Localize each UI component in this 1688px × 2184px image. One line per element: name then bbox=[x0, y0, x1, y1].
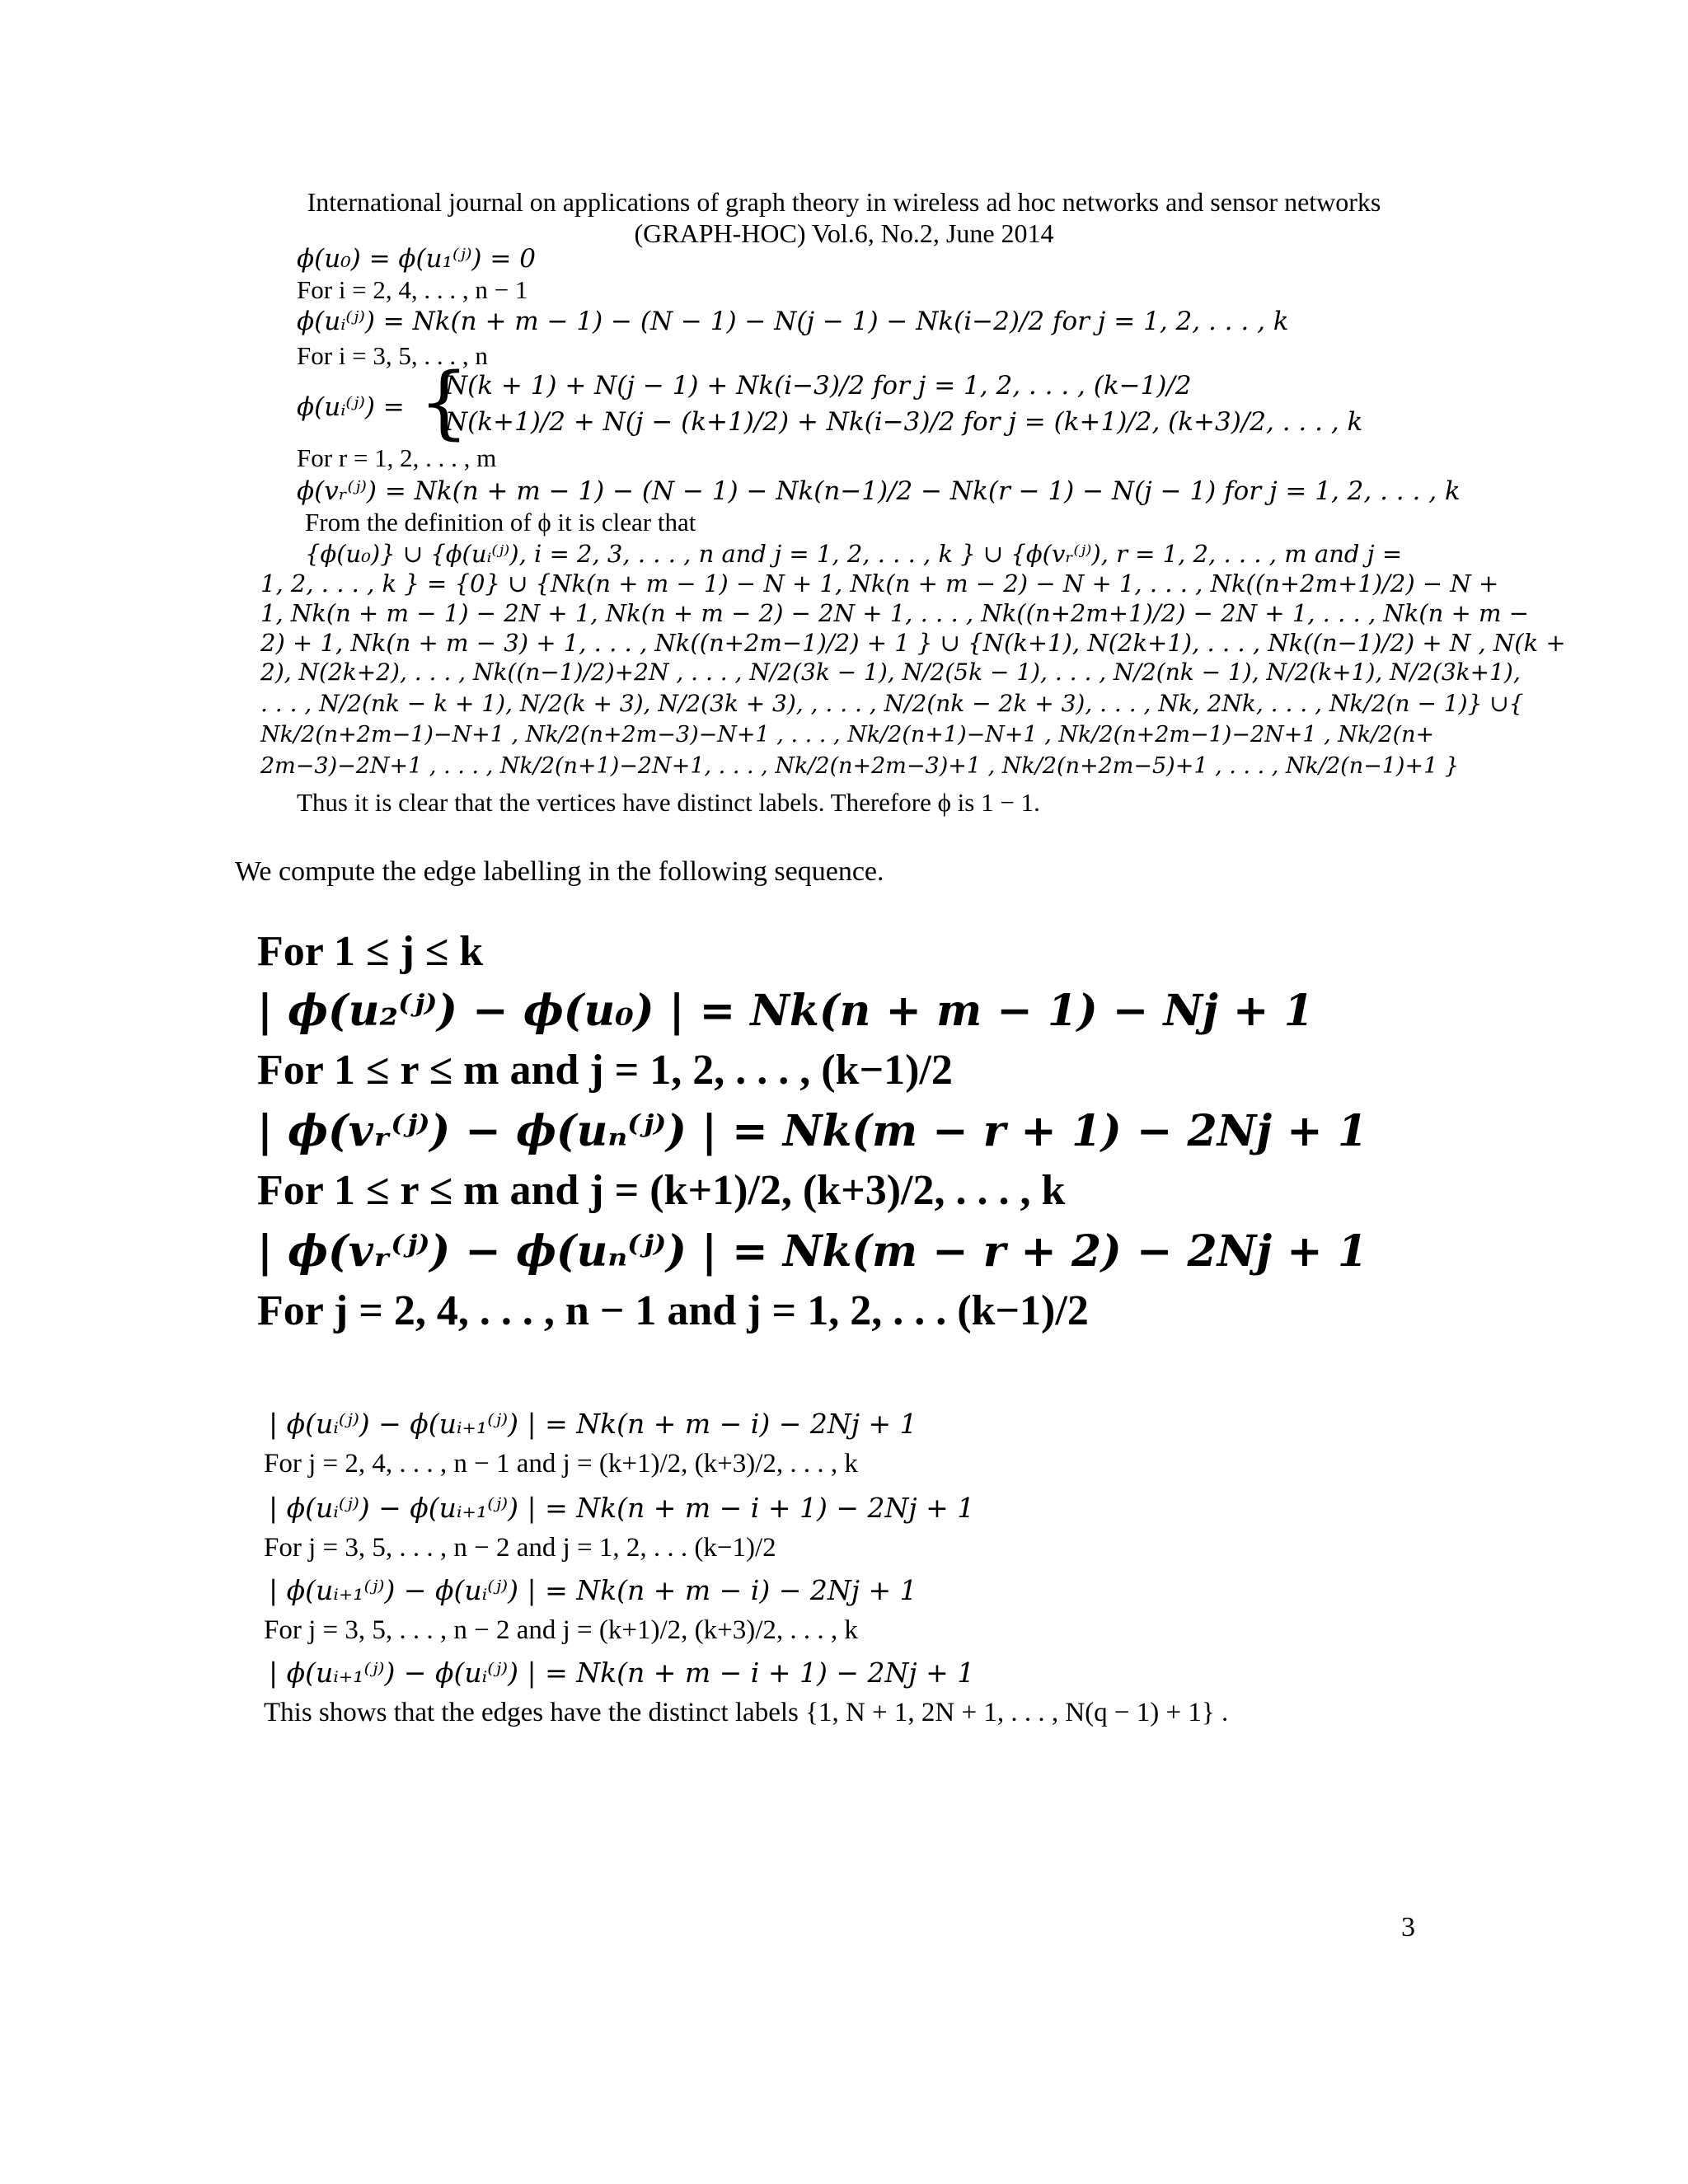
text-line: From the definition of ϕ it is clear that bbox=[305, 508, 696, 537]
equation-line: | ϕ(vᵣ⁽ʲ⁾) − ϕ(uₙ⁽ʲ⁾) | = Nk(m − r + 2) − 2Nj + 1 bbox=[257, 1226, 1367, 1277]
journal-header-line2: (GRAPH-HOC) Vol.6, No.2, June 2014 bbox=[634, 218, 1054, 248]
equation-lhs: ϕ(uᵢ⁽ʲ⁾) = bbox=[297, 392, 405, 422]
set-line: 1, 2, . . . , k } = {0} ∪ {Nk(n + m − 1) − N + 1, Nk(n + m − 2) − N + 1, . . . , Nk((n+2m+1)/2) − N + bbox=[260, 569, 1499, 598]
set-line: {ϕ(u₀)} ∪ {ϕ(uᵢ⁽ʲ⁾), i = 2, 3, . . . , n and j = 1, 2, . . . , k } ∪ {ϕ(vᵣ⁽ʲ⁾), r = 1, 2, . . . , m and j = bbox=[305, 540, 1403, 568]
equation-line: ϕ(uᵢ⁽ʲ⁾) = Nk(n + m − 1) − (N − 1) − N(j − 1) − Nk(i−2)/2 for j = 1, 2, . . . , k bbox=[297, 307, 1289, 336]
set-line: Nk/2(n+2m−1)−N+1 , Nk/2(n+2m−3)−N+1 , . . . , Nk/2(n+1)−N+1 , Nk/2(n+2m−1)−2N+1 , Nk/2(n+ bbox=[260, 722, 1435, 748]
condition-line: For j = 3, 5, . . . , n − 2 and j = 1, 2, . . . (k−1)/2 bbox=[264, 1533, 776, 1563]
journal-header-line1: International journal on applications of graph theory in wireless ad hoc networks and sensor networks bbox=[307, 187, 1381, 217]
equation-line: | ϕ(uᵢ₊₁⁽ʲ⁾) − ϕ(uᵢ⁽ʲ⁾) | = Nk(n + m − i) − 2Nj + 1 bbox=[269, 1574, 917, 1606]
piecewise-brace: { bbox=[419, 356, 470, 448]
intro-sentence: We compute the edge labelling in the following sequence. bbox=[235, 856, 884, 887]
equation-line: | ϕ(vᵣ⁽ʲ⁾) − ϕ(uₙ⁽ʲ⁾) | = Nk(m − r + 1) − 2Nj + 1 bbox=[257, 1106, 1367, 1156]
equation-line: ϕ(u₀) = ϕ(u₁⁽ʲ⁾) = 0 bbox=[297, 244, 536, 274]
set-line: 2m−3)−2N+1 , . . . , Nk/2(n+1)−2N+1, . . . , Nk/2(n+2m−3)+1 , Nk/2(n+2m−5)+1 , . . . , Nk/2(n−1)+1 } bbox=[260, 753, 1460, 779]
condition-line: For j = 2, 4, . . . , n − 1 and j = (k+1)/2, (k+3)/2, . . . , k bbox=[264, 1449, 858, 1479]
equation-line: | ϕ(uᵢ₊₁⁽ʲ⁾) − ϕ(uᵢ⁽ʲ⁾) | = Nk(n + m − i + 1) − 2Nj + 1 bbox=[269, 1657, 975, 1689]
equation-line: ϕ(vᵣ⁽ʲ⁾) = Nk(n + m − 1) − (N − 1) − Nk(n−1)/2 − Nk(r − 1) − N(j − 1) for j = 1, 2, . . . , k bbox=[297, 476, 1461, 506]
equation-line: | ϕ(uᵢ⁽ʲ⁾) − ϕ(uᵢ₊₁⁽ʲ⁾) | = Nk(n + m − i + 1) − 2Nj + 1 bbox=[269, 1492, 975, 1524]
condition-line: For i = 3, 5, . . . , n bbox=[297, 341, 488, 370]
set-line: 2), N(2k+2), . . . , Nk((n−1)/2)+2N , . . . , N/2(3k − 1), N/2(5k − 1), . . . , N/2(nk − 1), N/2(k+1), N/2(3k+1), bbox=[260, 658, 1521, 686]
set-line: . . . , N/2(nk − k + 1), N/2(k + 3), N/2(3k + 3), , . . . , N/2(nk − 2k + 3), . . . , Nk, 2Nk, . . . , Nk/2(n − 1)} ∪{ bbox=[260, 690, 1524, 717]
equation-line: | ϕ(uᵢ⁽ʲ⁾) − ϕ(uᵢ₊₁⁽ʲ⁾) | = Nk(n + m − i) − 2Nj + 1 bbox=[269, 1408, 917, 1440]
condition-line: For 1 ≤ r ≤ m and j = (k+1)/2, (k+3)/2, . . . , k bbox=[257, 1167, 1066, 1214]
condition-line: For 1 ≤ r ≤ m and j = 1, 2, . . . , (k−1)/2 bbox=[257, 1047, 953, 1094]
equation-line: | ϕ(u₂⁽ʲ⁾) − ϕ(u₀) | = Nk(n + m − 1) − Nj + 1 bbox=[257, 986, 1314, 1036]
condition-line: For 1 ≤ j ≤ k bbox=[257, 928, 484, 975]
conclusion-line: This shows that the edges have the distinct labels {1, N + 1, 2N + 1, . . . , N(q − 1) + 1} . bbox=[264, 1698, 1229, 1727]
condition-line: For j = 2, 4, . . . , n − 1 and j = 1, 2, . . . (k−1)/2 bbox=[257, 1287, 1089, 1334]
set-line: 2) + 1, Nk(n + m − 3) + 1, . . . , Nk((n+2m−1)/2) + 1 } ∪ {N(k+1), N(2k+1), . . . , Nk((n−1)/2) + N , N(k + bbox=[260, 629, 1566, 657]
set-line: 1, Nk(n + m − 1) − 2N + 1, Nk(n + m − 2) − 2N + 1, . . . , Nk((n+2m+1)/2) − 2N + 1, . . . , Nk(n + m − bbox=[260, 599, 1530, 627]
piecewise-case: N(k + 1) + N(j − 1) + Nk(i−3)/2 for j = 1, 2, . . . , (k−1)/2 bbox=[445, 371, 1192, 401]
condition-line: For r = 1, 2, . . . , m bbox=[297, 443, 497, 472]
piecewise-case: N(k+1)/2 + N(j − (k+1)/2) + Nk(i−3)/2 for j = (k+1)/2, (k+3)/2, . . . , k bbox=[445, 407, 1363, 437]
page-number: 3 bbox=[1401, 1912, 1415, 1943]
conclusion-line: Thus it is clear that the vertices have distinct labels. Therefore ϕ is 1 − 1. bbox=[297, 788, 1040, 817]
condition-line: For j = 3, 5, . . . , n − 2 and j = (k+1)/2, (k+3)/2, . . . , k bbox=[264, 1615, 858, 1645]
condition-line: For i = 2, 4, . . . , n − 1 bbox=[297, 275, 528, 304]
